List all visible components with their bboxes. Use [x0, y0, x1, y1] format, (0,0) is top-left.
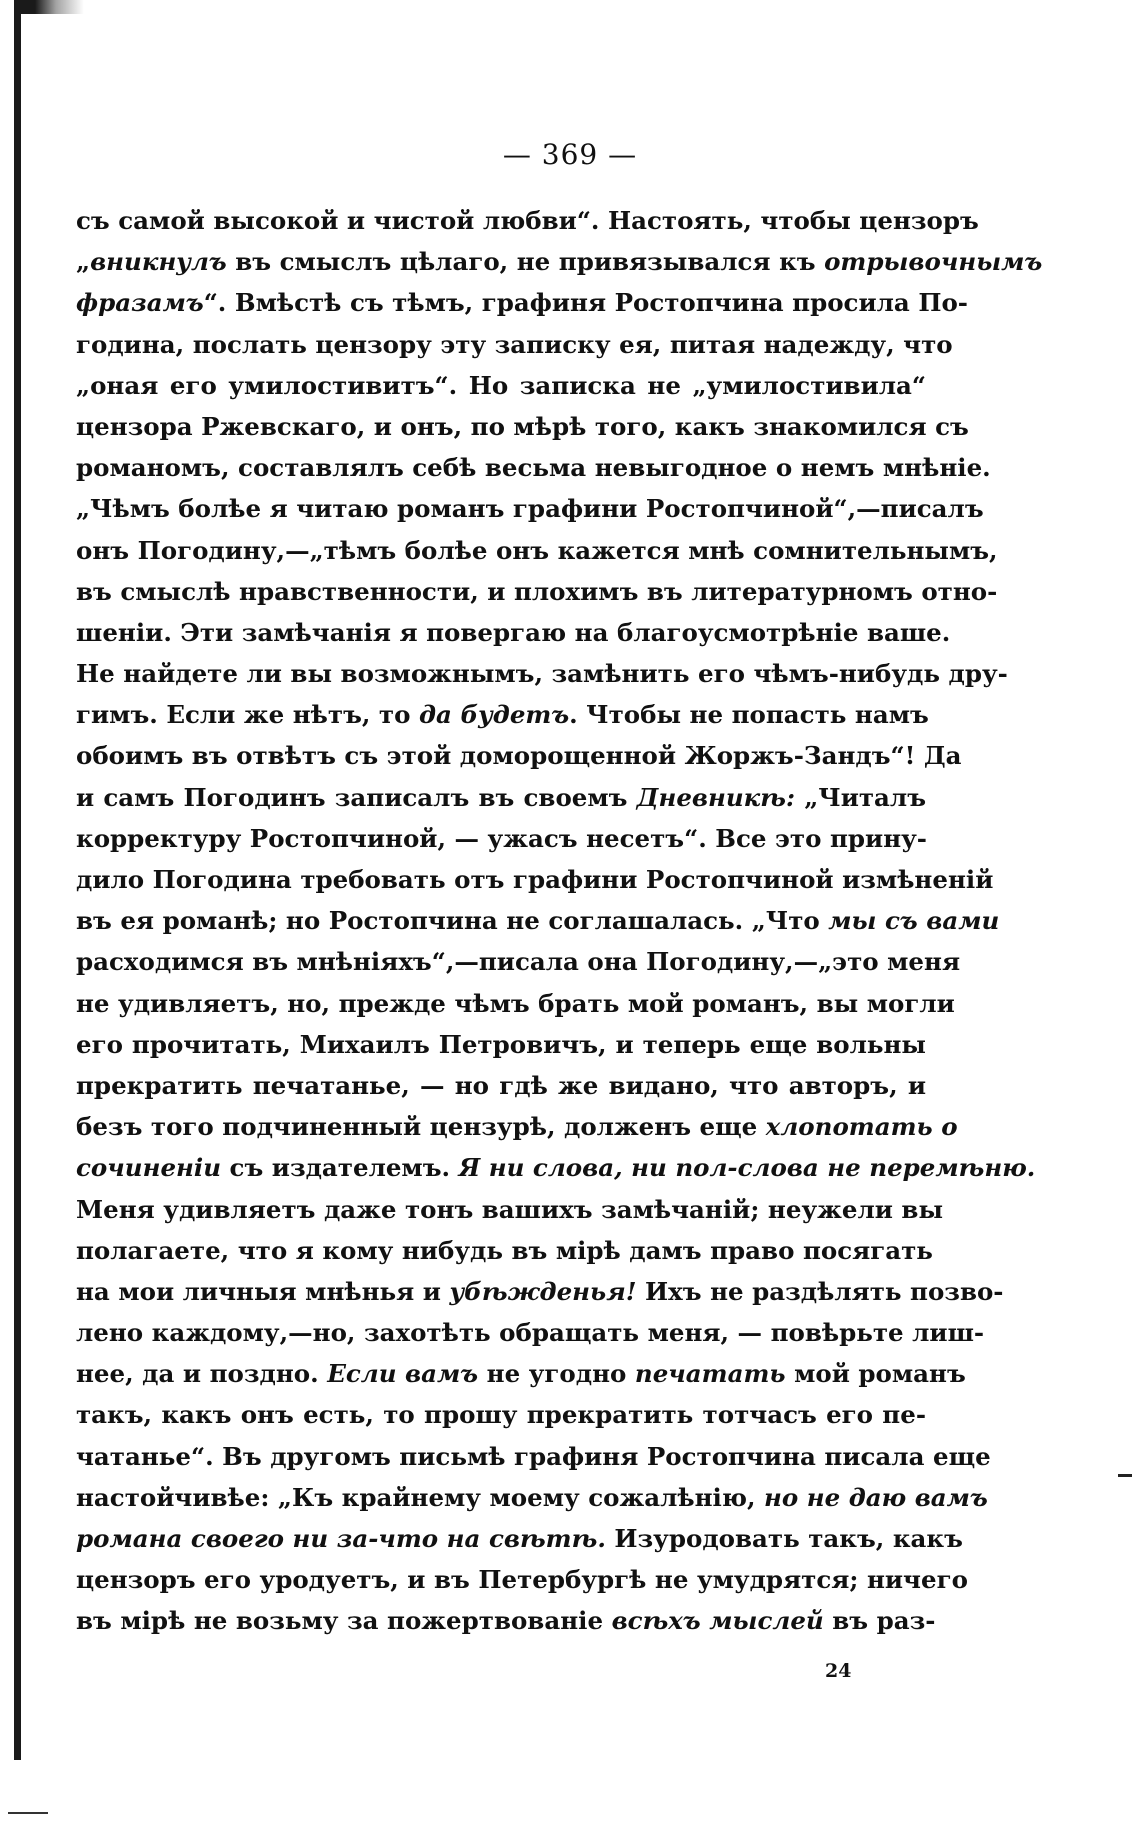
text-segment: не угодно: [478, 1359, 635, 1389]
text-segment: въ смыслъ цѣлаго, не привязывался къ: [226, 247, 825, 277]
text-segment: “. Вмѣстѣ съ тѣмъ, графиня Ростопчина просила По-: [203, 288, 968, 318]
body-text: [76, 200, 1043, 1642]
text-line: [76, 1559, 968, 1600]
text-segment: нее, да и поздно.: [76, 1359, 328, 1389]
text-segment: съ самой высокой и чистой любви“. Настоять, чтобы цензоръ: [76, 206, 979, 235]
italic-segment: Дневникѣ:: [636, 782, 796, 812]
text-segment: дило Погодина требовать отъ графини Ростопчиной измѣненій: [76, 865, 994, 894]
italic-segment: вникнулъ: [90, 247, 227, 277]
text-segment: „оная его умилостивитъ“. Но записка не „умилостивила“: [76, 370, 926, 400]
text-segment: настойчивѣе: „Къ крайнему моему сожалѣнію,: [76, 1482, 765, 1512]
text-segment: цензора Ржевскаго, и онъ, по мѣрѣ того, какъ знакомился съ: [76, 411, 969, 441]
text-line: [76, 1024, 926, 1065]
text-segment: мой романъ: [785, 1359, 966, 1389]
text-line: [76, 694, 929, 735]
italic-segment: мы съ вами: [828, 906, 1000, 936]
page-number: — 369 —: [502, 138, 638, 171]
text-line: [76, 1600, 936, 1641]
italic-segment: фразамъ: [76, 288, 204, 318]
text-line: [76, 777, 926, 818]
text-segment: корректуру Ростопчиной, — ужасъ несетъ“. Все это прину-: [76, 823, 927, 853]
text-line: [76, 365, 926, 406]
text-segment: Меня удивляетъ даже тонъ вашихъ замѣчаній; неужели вы: [76, 1194, 944, 1224]
text-segment: въ мірѣ не возьму за пожертвованіе: [76, 1606, 612, 1636]
text-segment: прекратить печатанье, — но гдѣ же видано, что авторъ, и: [76, 1070, 926, 1100]
italic-segment: хлопотать о: [765, 1112, 958, 1142]
text-segment: „: [76, 247, 91, 277]
italic-segment: романа своего ни за-что на свѣтѣ.: [76, 1524, 606, 1553]
text-line: [76, 900, 1000, 941]
text-segment: полагаете, что я кому нибудь въ мірѣ дамъ право посягать: [76, 1235, 933, 1265]
text-segment: Изуродовать такъ, какъ: [605, 1524, 963, 1553]
italic-segment: убѣжденья!: [449, 1276, 637, 1306]
text-segment: гимъ. Если же нѣтъ, то: [76, 700, 419, 730]
text-segment: чатанье“. Въ другомъ письмѣ графиня Ростопчина писала еще: [76, 1441, 991, 1471]
text-line: [76, 241, 1043, 282]
text-line: [76, 1271, 1004, 1312]
text-line: [76, 1106, 958, 1147]
text-segment: такъ, какъ онъ есть, то прошу прекратить тотчасъ его пе-: [76, 1400, 926, 1430]
text-line: [76, 859, 994, 900]
text-line: [76, 530, 998, 571]
text-line: [76, 200, 979, 241]
text-segment: его прочитать, Михаилъ Петровичъ, и теперь еще вольны: [76, 1029, 926, 1059]
text-line: [76, 1353, 966, 1394]
text-line: [76, 735, 962, 776]
italic-segment: отрывочнымъ: [824, 247, 1043, 277]
text-line: [76, 1147, 1036, 1188]
scan-margin-mark: [8, 1812, 48, 1814]
text-segment: цензоръ его уродуетъ, и въ Петербургѣ не умудрятся; ничего: [76, 1565, 968, 1595]
text-line: [76, 983, 955, 1024]
scan-binding-edge: [14, 0, 21, 1760]
italic-segment: всѣхъ мыслей: [611, 1606, 824, 1636]
text-segment: „Чѣмъ болѣе я читаю романъ графини Ростопчиной“,—писалъ: [76, 494, 984, 524]
italic-segment: сочиненіи: [76, 1153, 222, 1183]
text-segment: обоимъ въ отвѣтъ съ этой доморощенной Жоржъ-Зандъ“! Да: [76, 741, 962, 771]
text-segment: онъ Погодину,—„тѣмъ болѣе онъ кажется мнѣ сомнительнымъ,: [76, 535, 998, 565]
italic-segment: да будетъ: [419, 700, 570, 730]
text-line: [76, 1477, 988, 1518]
text-segment: лено каждому,—но, захотѣть обращать меня, — повѣрьте лиш-: [76, 1318, 985, 1348]
text-segment: шеніи. Эти замѣчанія я повергаю на благоусмотрѣніе ваше.: [76, 617, 951, 647]
text-segment: Не найдете ли вы возможнымъ, замѣнить его чѣмъ-нибудь дру-: [76, 659, 1008, 689]
italic-segment: печатать: [634, 1359, 786, 1389]
signature-mark: 24: [825, 1660, 852, 1682]
text-line: [76, 1189, 944, 1230]
text-line: [76, 1436, 991, 1477]
text-segment: Ихъ не раздѣлять позво-: [636, 1276, 1004, 1306]
text-line: [76, 488, 984, 529]
text-line: [76, 941, 961, 982]
text-line: [76, 818, 926, 859]
text-line: [76, 1065, 926, 1106]
text-segment: расходимся въ мнѣніяхъ“,—писала она Погодину,—„это меня: [76, 947, 961, 977]
text-line: [76, 406, 969, 447]
scan-corner-shadow: [14, 0, 84, 14]
text-segment: „Читалъ: [795, 782, 926, 812]
text-segment: . Чтобы не попасть намъ: [569, 700, 929, 730]
scan-margin-mark-right: [1118, 1474, 1132, 1477]
text-segment: не удивляетъ, но, прежде чѣмъ брать мой романъ, вы могли: [76, 988, 955, 1018]
text-line: [76, 1394, 926, 1435]
text-line: [76, 571, 998, 612]
text-segment: съ издателемъ.: [221, 1153, 459, 1183]
text-line: [76, 612, 951, 653]
italic-segment: но не даю вамъ: [764, 1482, 988, 1512]
text-segment: на мои личныя мнѣнья и: [76, 1276, 450, 1306]
text-segment: безъ того подчиненный цензурѣ, долженъ еще: [76, 1112, 766, 1142]
text-line: [76, 653, 1008, 694]
text-segment: романомъ, составлялъ себѣ весьма невыгодное о немъ мнѣніе.: [76, 453, 991, 483]
text-segment: и самъ Погодинъ записалъ въ своемъ: [76, 782, 637, 812]
text-segment: въ раз-: [823, 1606, 936, 1636]
text-line: [76, 1230, 933, 1271]
text-line: [76, 324, 953, 365]
text-line: [76, 1518, 963, 1559]
italic-segment: Если вамъ: [327, 1359, 479, 1389]
text-segment: въ ея романѣ; но Ростопчина не соглашалась. „Что: [76, 906, 829, 936]
text-line: [76, 1312, 985, 1353]
italic-segment: Я ни слова, ни пол-слова не перемѣню.: [458, 1153, 1036, 1183]
text-segment: година, послать цензору эту записку ея, питая надежду, что: [76, 329, 953, 359]
text-line: [76, 447, 991, 488]
text-line: [76, 282, 968, 323]
text-segment: въ смыслѣ нравственности, и плохимъ въ литературномъ отно-: [76, 576, 998, 606]
